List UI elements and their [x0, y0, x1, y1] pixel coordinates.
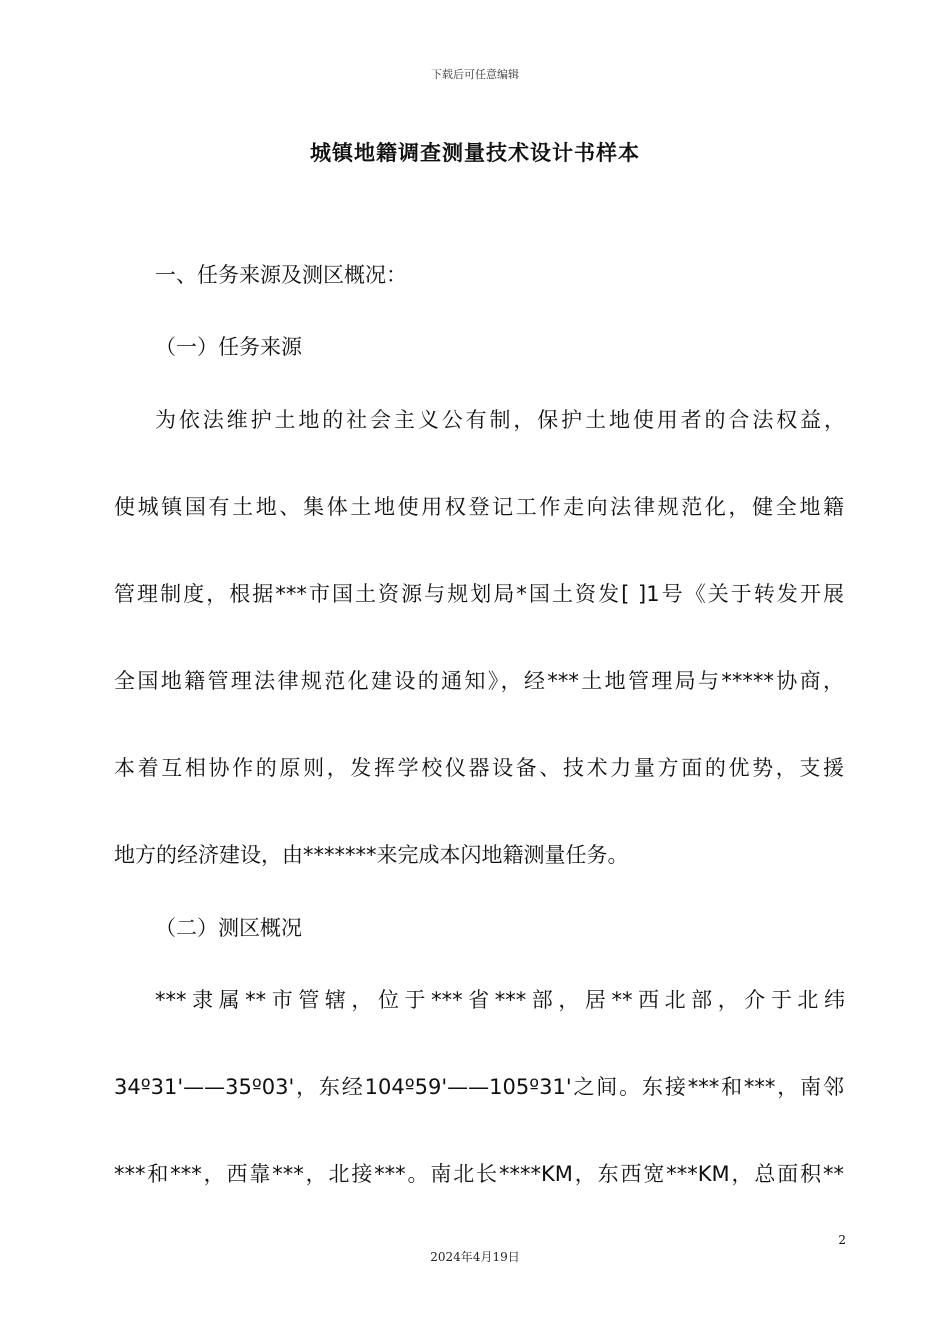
paragraph-line: 全国地籍管理法律规范化建设的通知》，经***土地管理局与*****协商，: [114, 669, 844, 693]
paragraph-line: ***隶属**市管辖，位于***省***部，居**西北部，介于北纬: [155, 988, 845, 1012]
paragraph-line: 管理制度，根据***市国土资源与规划局*国土资发[ ]1号《关于转发开展: [114, 582, 844, 606]
subsection-heading: （一）任务来源: [155, 335, 302, 359]
subsection-heading: （二）测区概况: [155, 916, 302, 940]
page-number: 2: [838, 1233, 846, 1247]
paragraph-line: ***和***，西靠***，北接***。南北长****KM，东西宽***KM，总面积**: [114, 1162, 844, 1186]
paragraph-line: 为依法维护土地的社会主义公有制，保护土地使用者的合法权益，: [155, 408, 845, 432]
paragraph-line: 地方的经济建设，由*******来完成本闪地籍测量任务。: [114, 843, 629, 867]
paragraph-line: 使城镇国有土地、集体土地使用权登记工作走向法律规范化，健全地籍: [114, 495, 844, 519]
section-heading: 一、任务来源及测区概况：: [155, 263, 407, 287]
document-title: 城镇地籍调查测量技术设计书样本: [310, 141, 640, 165]
page-header: 下载后可任意编辑: [431, 68, 519, 81]
page-footer-date: 2024年4月19日: [430, 1250, 520, 1264]
paragraph-line: 本着互相协作的原则，发挥学校仪器设备、技术力量方面的优势，支援: [114, 756, 844, 780]
paragraph-line: 34º31'——35º03'，东经104º59'——105º31'之间。东接***和***，南邻: [114, 1075, 844, 1099]
